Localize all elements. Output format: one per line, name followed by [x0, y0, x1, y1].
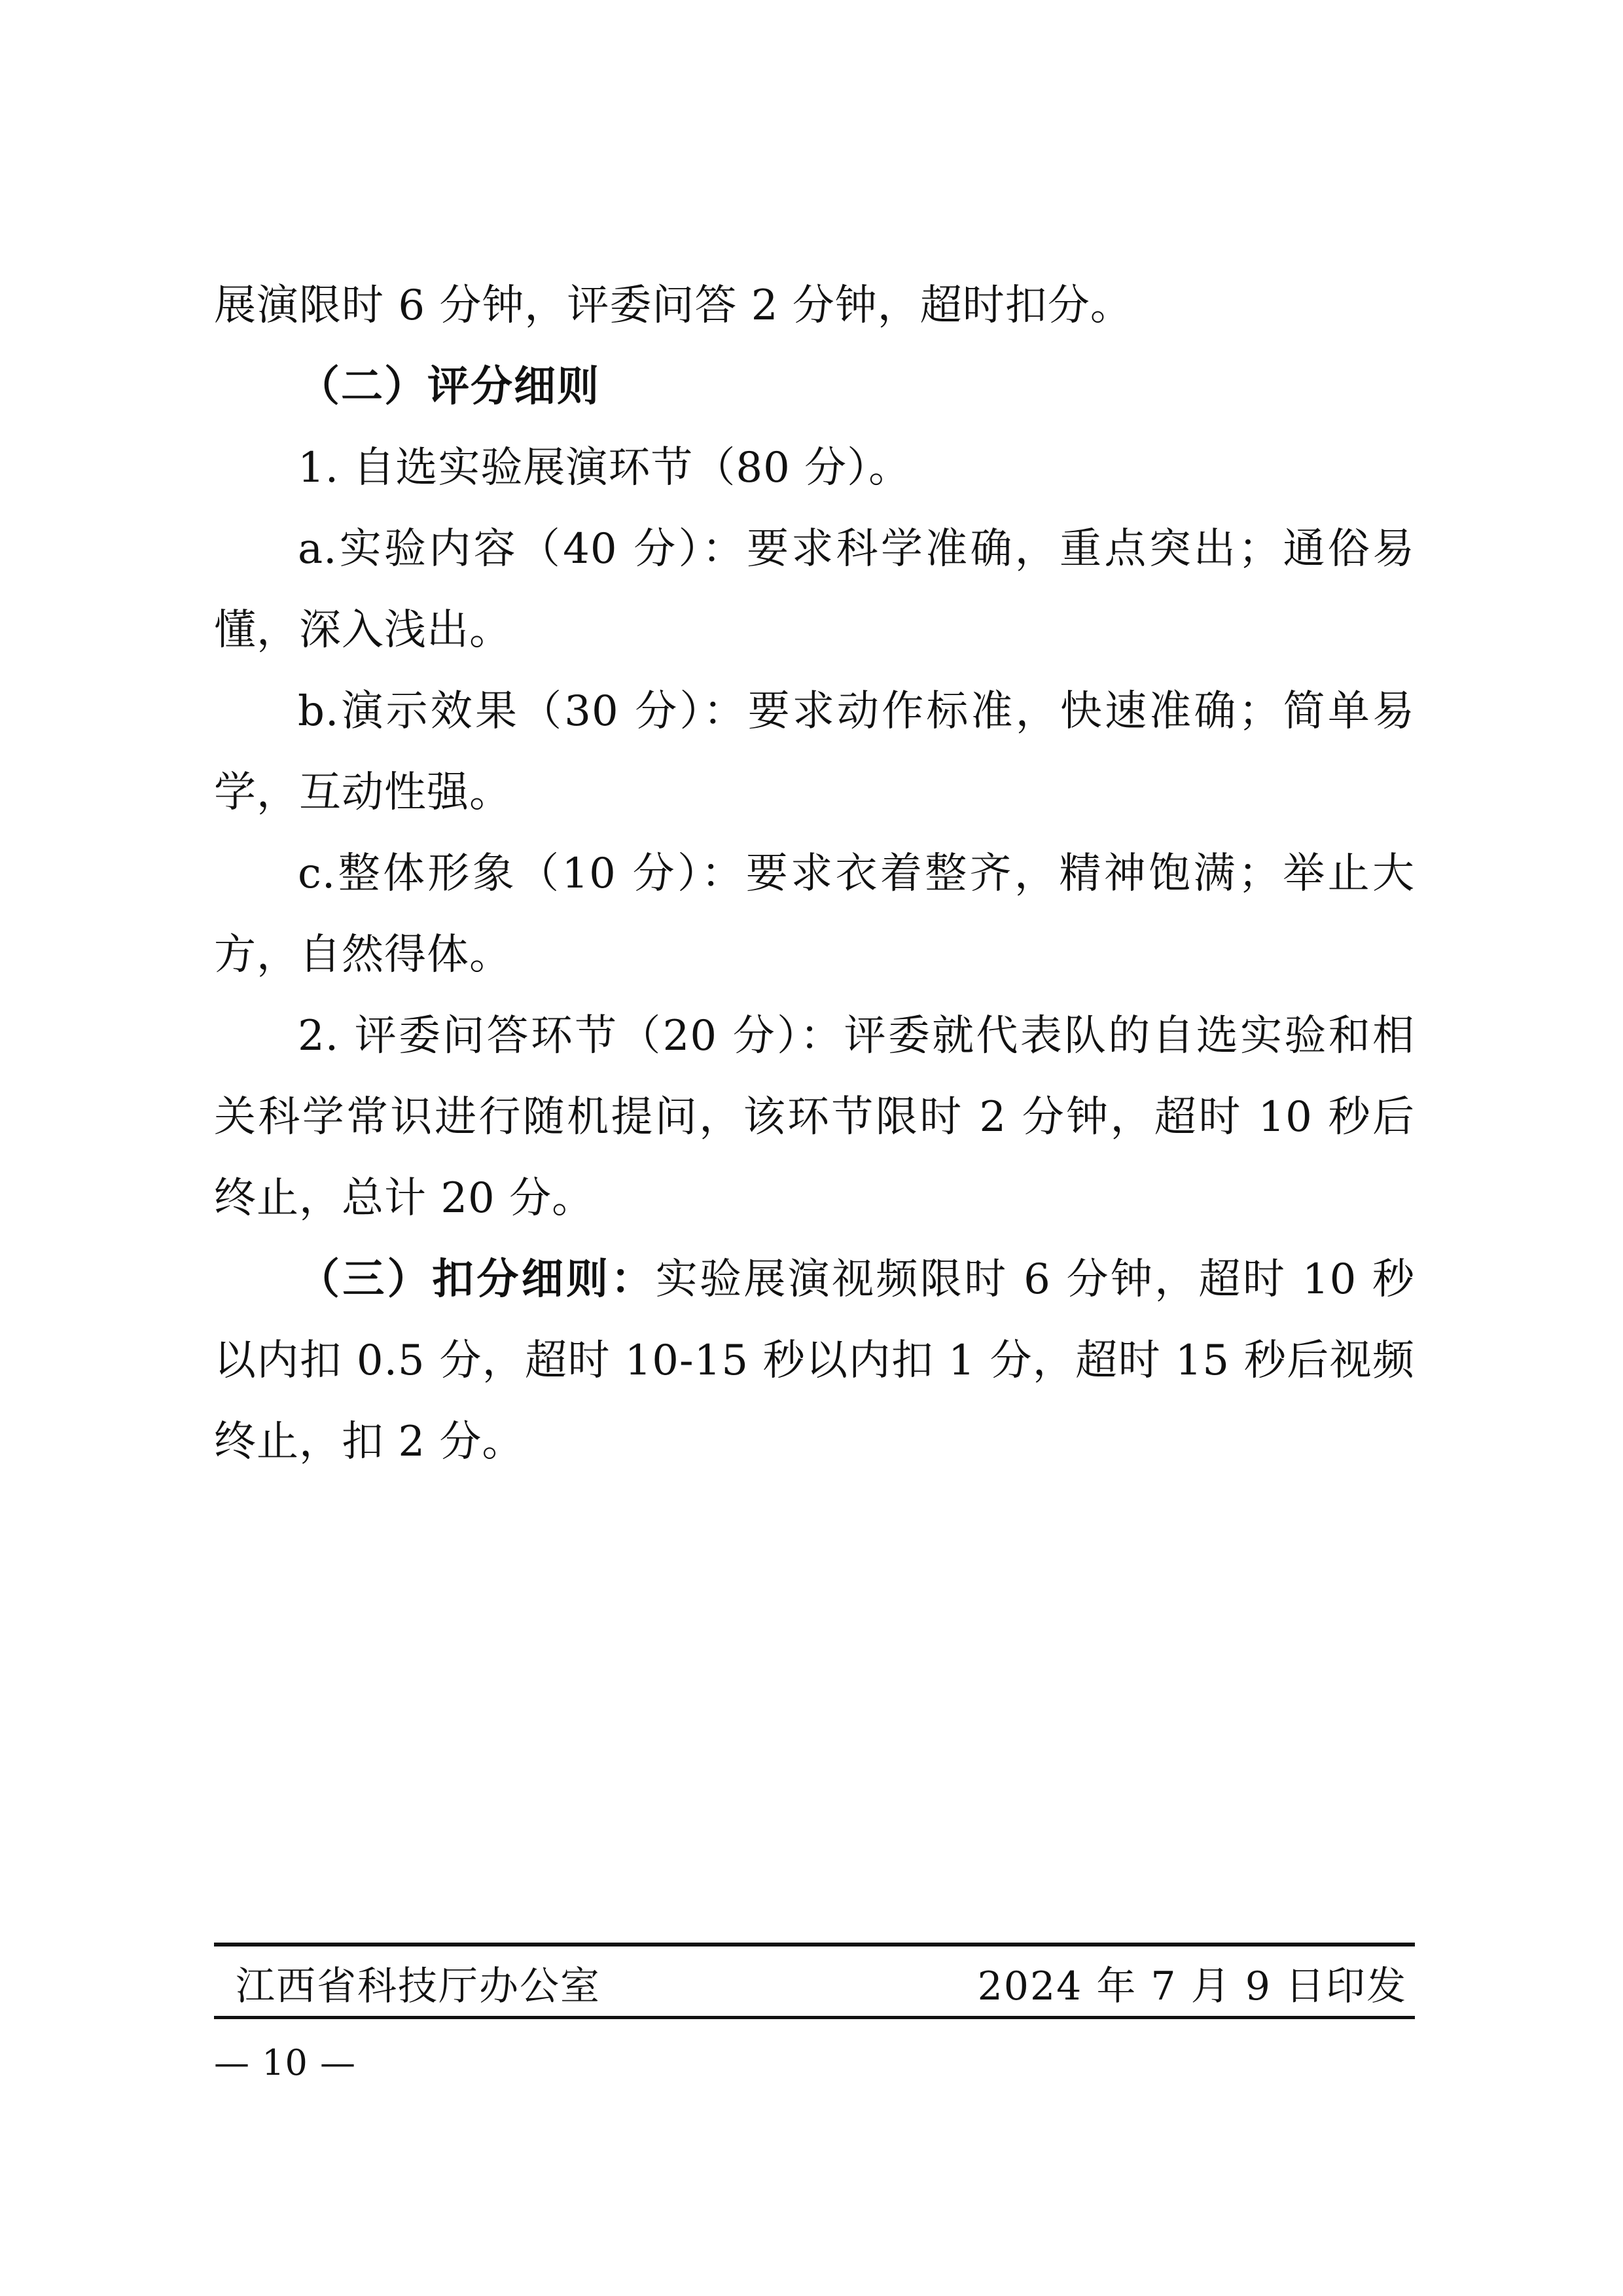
footer-top-rule	[214, 1943, 1415, 1946]
issuance-footer	[236, 1954, 1407, 2013]
issuer-name: 江西省科技厅办公室	[236, 1964, 601, 2009]
heading-scoring-rules: （二）评分细则	[298, 363, 600, 411]
item-demo-effect: b.演示效果（30 分）：要求动作标准，快速准确；简单易学，互动性强。	[214, 687, 1415, 817]
paragraph-deduction-rules	[214, 1239, 1415, 1482]
item-experiment-content: a.实验内容（40 分）：要求科学准确，重点突出；通俗易懂，深入浅出。	[214, 525, 1415, 655]
deduction-rules-text: 实验展演视频限时 6 分钟，超时 10 秒以内扣 0.5 分，超时 10-15 秒以内扣 1 分，超时 15 秒后视频终止，扣 2 分。	[214, 1255, 1416, 1466]
footer-bottom-rule	[214, 2016, 1415, 2019]
page-number: — 10 —	[214, 2042, 357, 2083]
heading-deduction-rules: （三）扣分细则：	[298, 1255, 656, 1304]
item-experiment-demo: 1. 自选实验展演环节（80 分）。	[298, 444, 912, 492]
issue-date: 2024 年 7 月 9 日印发	[977, 1964, 1407, 2009]
document-body	[214, 265, 1415, 1482]
paragraph-time-limit: 展演限时 6 分钟，评委问答 2 分钟，超时扣分。	[214, 281, 1133, 330]
item-overall-image: c.整体形象（10 分）：要求衣着整齐，精神饱满；举止大方，自然得体。	[214, 850, 1415, 979]
item-judge-qa: 2. 评委问答环节（20 分）：评委就代表队的自选实验和相关科学常识进行随机提问，该环节限时 2 分钟，超时 10 秒后终止，总计 20 分。	[214, 1012, 1415, 1223]
